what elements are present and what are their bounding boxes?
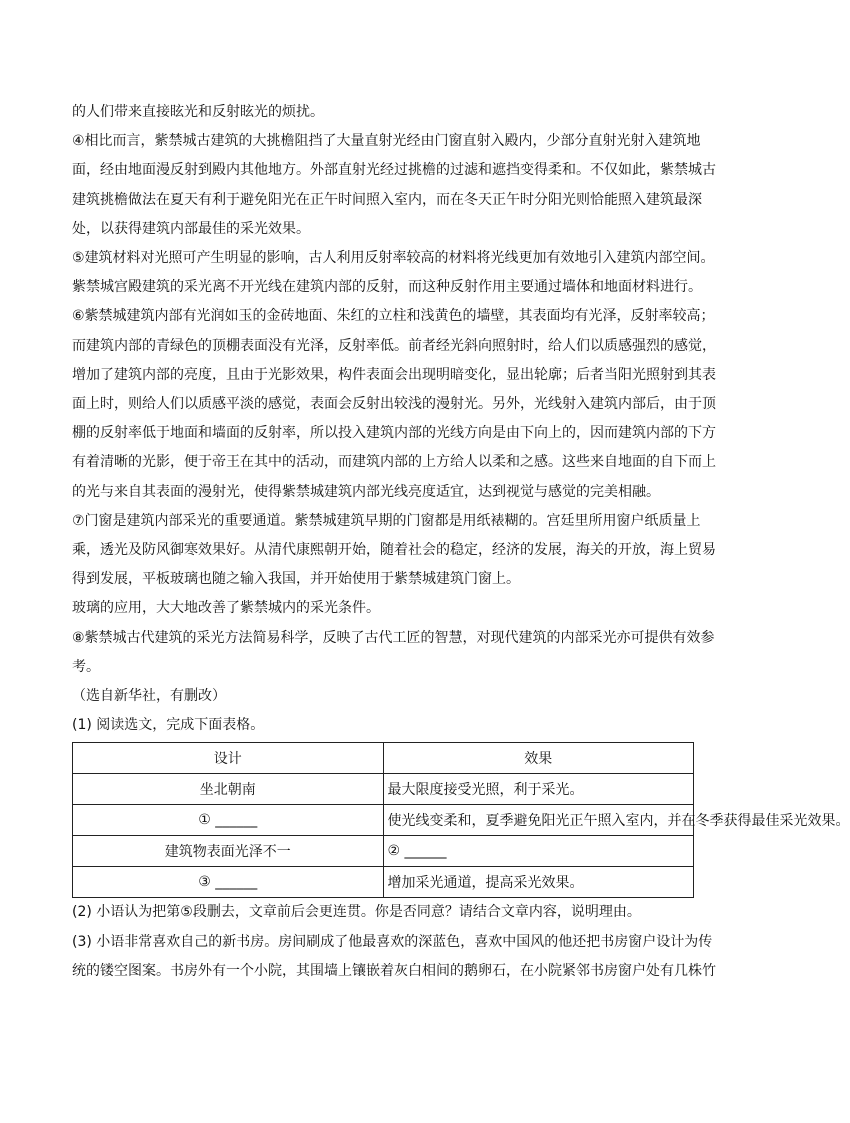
table-header: 设计 [73, 743, 384, 774]
table-cell: 使光线变柔和，夏季避免阳光正午照入室内，并在冬季获得最佳采光效果。 [383, 805, 694, 836]
question-2: (2) 小语认为把第⑤段删去，文章前后会更连贯。你是否同意？请结合文章内容，说明理由。 [72, 904, 641, 921]
table-row [73, 867, 694, 898]
table-cell: 增加采光通道，提高采光效果。 [383, 867, 694, 898]
table-cell-blank: ③ ______ [73, 867, 384, 898]
paragraph-line: 玻璃的应用，大大地改善了紫禁城内的采光条件。 [72, 600, 380, 617]
table-header-row [73, 743, 694, 774]
paragraph-line: 面，经由地面漫反射到殿内其他地方。外部直射光经过挑檐的过滤和遮挡变得柔和。不仅如此，紫禁城古 [72, 162, 716, 179]
table-cell: 建筑物表面光泽不一 [73, 836, 384, 867]
paragraph-line: 增加了建筑内部的亮度，且由于光影效果，构件表面会出现明暗变化，显出轮廓；后者当阳光照射到其表 [72, 366, 716, 383]
paragraph-line: 的人们带来直接眩光和反射眩光的烦扰。 [72, 104, 324, 120]
paragraph-line: 乘，透光及防风御寒效果好。从清代康熙朝开始，随着社会的稳定，经济的发展，海关的开放，海上贸易 [72, 542, 716, 559]
source-note: （选自新华社，有删改） [72, 688, 226, 705]
paragraph-line: ⑥紫禁城建筑内部有光润如玉的金砖地面、朱红的立柱和浅黄色的墙壁，其表面均有光泽，反射率较高； [72, 308, 715, 325]
table-cell: 最大限度接受光照，利于采光。 [383, 774, 694, 805]
question-3-line: 统的镂空图案。书房外有一个小院，其围墙上镶嵌着灰白相间的鹅卵石，在小院紧邻书房窗户处有几株竹 [72, 962, 716, 979]
table-cell-blank: ② ______ [383, 836, 694, 867]
paragraph-line: 紫禁城宫殿建筑的采光离不开光线在建筑内部的反射，而这种反射作用主要通过墙体和地面材料进行。 [72, 279, 702, 296]
question-3-line: (3) 小语非常喜欢自己的新书房。房间刷成了他最喜欢的深蓝色，喜欢中国风的他还把书房窗户设计为传 [72, 933, 713, 950]
table-cell-blank: ① ______ [73, 805, 384, 836]
paragraph-line: 而建筑内部的青绿色的顶棚表面没有光泽，反射率低。前者经光斜向照射时，给人们以质感强烈的感觉， [72, 337, 716, 354]
paragraph-line: 棚的反射率低于地面和墙面的反射率，所以投入建筑内部的光线方向是由下向上的，因而建筑内部的下方 [72, 425, 716, 442]
paragraph-line: ⑧紫禁城古代建筑的采光方法简易科学，反映了古代工匠的智慧，对现代建筑的内部采光亦可提供有效参 [72, 629, 715, 646]
paragraph-line: ④相比而言，紫禁城古建筑的大挑檐阻挡了大量直射光经由门窗直射入殿内，少部分直射光射入建筑地 [72, 133, 701, 150]
question-1: (1) 阅读选文，完成下面表格。 [72, 717, 265, 734]
paragraph-line: 建筑挑檐做法在夏天有利于避免阳光在正午时间照入室内，而在冬天正午时分阳光则恰能照入建筑最深 [72, 191, 702, 208]
table-row [73, 805, 694, 836]
table-row [73, 774, 694, 805]
table-row [73, 836, 694, 867]
paragraph-line: 的光与来自其表面的漫射光，使得紫禁城建筑内部光线亮度适宜，达到视觉与感觉的完美相融。 [72, 483, 660, 500]
paragraph-line: ⑤建筑材料对光照可产生明显的影响，古人利用反射率较高的材料将光线更加有效地引入建筑内部空间。 [72, 250, 715, 267]
paragraph-line: 面上时，则给人们以质感平淡的感觉，表面会反射出较浅的漫射光。另外，光线射入建筑内部后，由于顶 [72, 396, 716, 413]
paragraph-line: ⑦门窗是建筑内部采光的重要通道。紫禁城建筑早期的门窗都是用纸裱糊的。宫廷里所用窗户纸质量上 [72, 512, 701, 529]
paragraph-line: 有着清晰的光影，便于帝王在其中的活动，而建筑内部的上方给人以柔和之感。这些来自地面的自下而上 [72, 454, 716, 471]
design-effect-table [72, 742, 850, 898]
paragraph-line: 考。 [72, 658, 100, 675]
paragraph-line: 得到发展，平板玻璃也随之输入我国，并开始使用于紫禁城建筑门窗上。 [72, 571, 520, 588]
paragraph-line: 处，以获得建筑内部最佳的采光效果。 [72, 220, 310, 237]
table-cell: 坐北朝南 [73, 774, 384, 805]
article-body [72, 98, 850, 986]
table-header: 效果 [383, 743, 694, 774]
